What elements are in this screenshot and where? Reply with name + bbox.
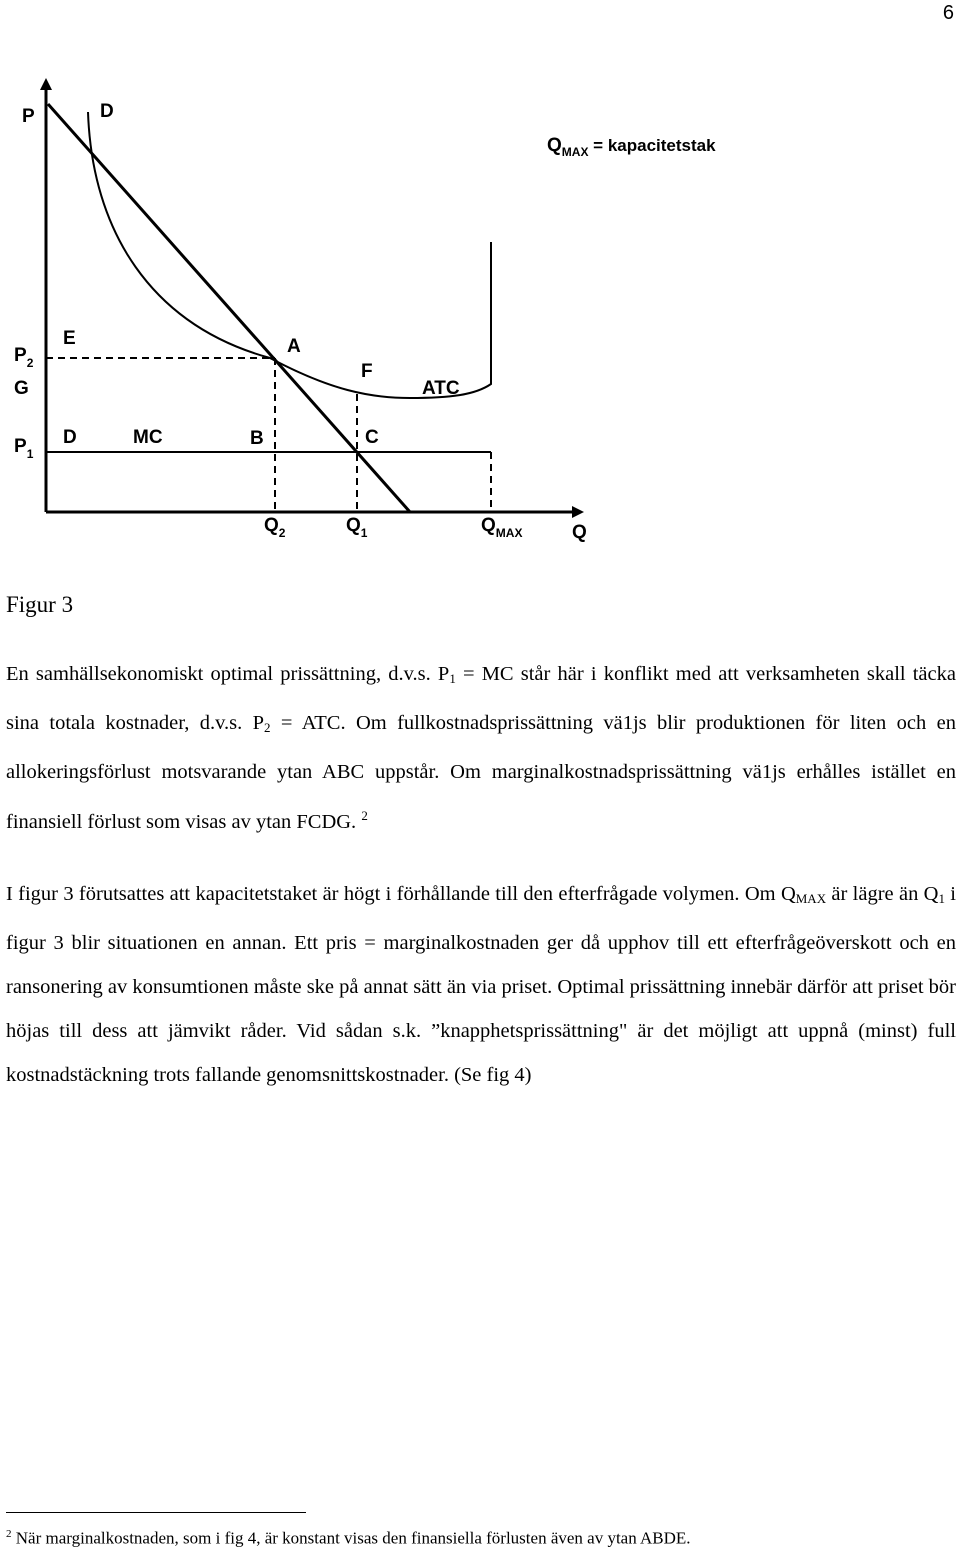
demand-curve	[48, 104, 410, 512]
label-q1: $Q_1$	[346, 515, 368, 540]
legend-text: = kapacitetstak	[588, 136, 716, 155]
figure-caption: Figur 3	[6, 592, 74, 617]
label-p1: $P_1$	[14, 436, 34, 461]
point-a: A	[287, 336, 301, 357]
label-mc: MC	[133, 427, 163, 448]
point-e: E	[63, 328, 76, 349]
label-g: G	[14, 378, 29, 399]
footnote-divider	[6, 1512, 306, 1513]
legend-q-sub: MAX	[561, 145, 589, 159]
economics-diagram	[0, 60, 760, 550]
label-demand: D	[100, 101, 114, 122]
paragraph-1: En samhällsekonomiskt optimal prissättning, d.v.s. $P_1$ = MC står här i konflikt med att verksamheten skall täcka sina totala kostnader, d.v.s. $P_2$ = ATC. Om fullkostnadsprissättning vä1js blir produktionen för liten och en allokeringsförlust motsvarande ytan ABC uppstår. Om marginalkostnadsprissättning vä1js erhålles istället en finansiell förlust som visas av ytan FCDG. $^2$	[6, 663, 956, 833]
point-c: C	[365, 427, 379, 448]
legend-q: Q	[547, 135, 562, 156]
page-number: 6	[942, 2, 954, 24]
footnote: $^2$ När marginalkostnaden, som i fig 4, är konstant visas den finansiella förlusten även av ytan ABDE.	[6, 1528, 691, 1548]
paragraph-2: I figur 3 förutsattes att kapacitetstaket är högt i förhållande till den efterfrågade volymen. Om $Q_{MAX}$ är lägre än $Q_1$ i figur 3 blir situationen en annan. Ett pris = marginalkostnaden ger då upphov till ett efterfrågeöverskott och en ransonering av konsumtionen måste ske på annat sätt än via priset. Optimal prissättning innebär därför att priset bör höjas till dess att jämvikt råder. Vid sådan s.k. ”knapphetsprissättning" är det möjligt att uppnå (minst) full kostnadstäckning trots fallande genomsnittskostnader. (Se fig 4)	[6, 883, 956, 1086]
point-b: B	[250, 428, 264, 449]
label-atc: ATC	[422, 378, 460, 399]
axis-label-p: P	[22, 106, 35, 127]
legend-qmax	[547, 135, 716, 159]
axis-label-q: Q	[572, 522, 587, 543]
point-f: F	[361, 361, 373, 382]
footnote-ref[interactable]: 2	[361, 808, 368, 823]
label-p2: $P_2$	[14, 345, 34, 370]
point-d: D	[63, 427, 77, 448]
label-qmax: $Q_{MAX}$	[481, 515, 523, 540]
figure-3	[0, 60, 760, 550]
label-q2: $Q_2$	[264, 515, 286, 540]
